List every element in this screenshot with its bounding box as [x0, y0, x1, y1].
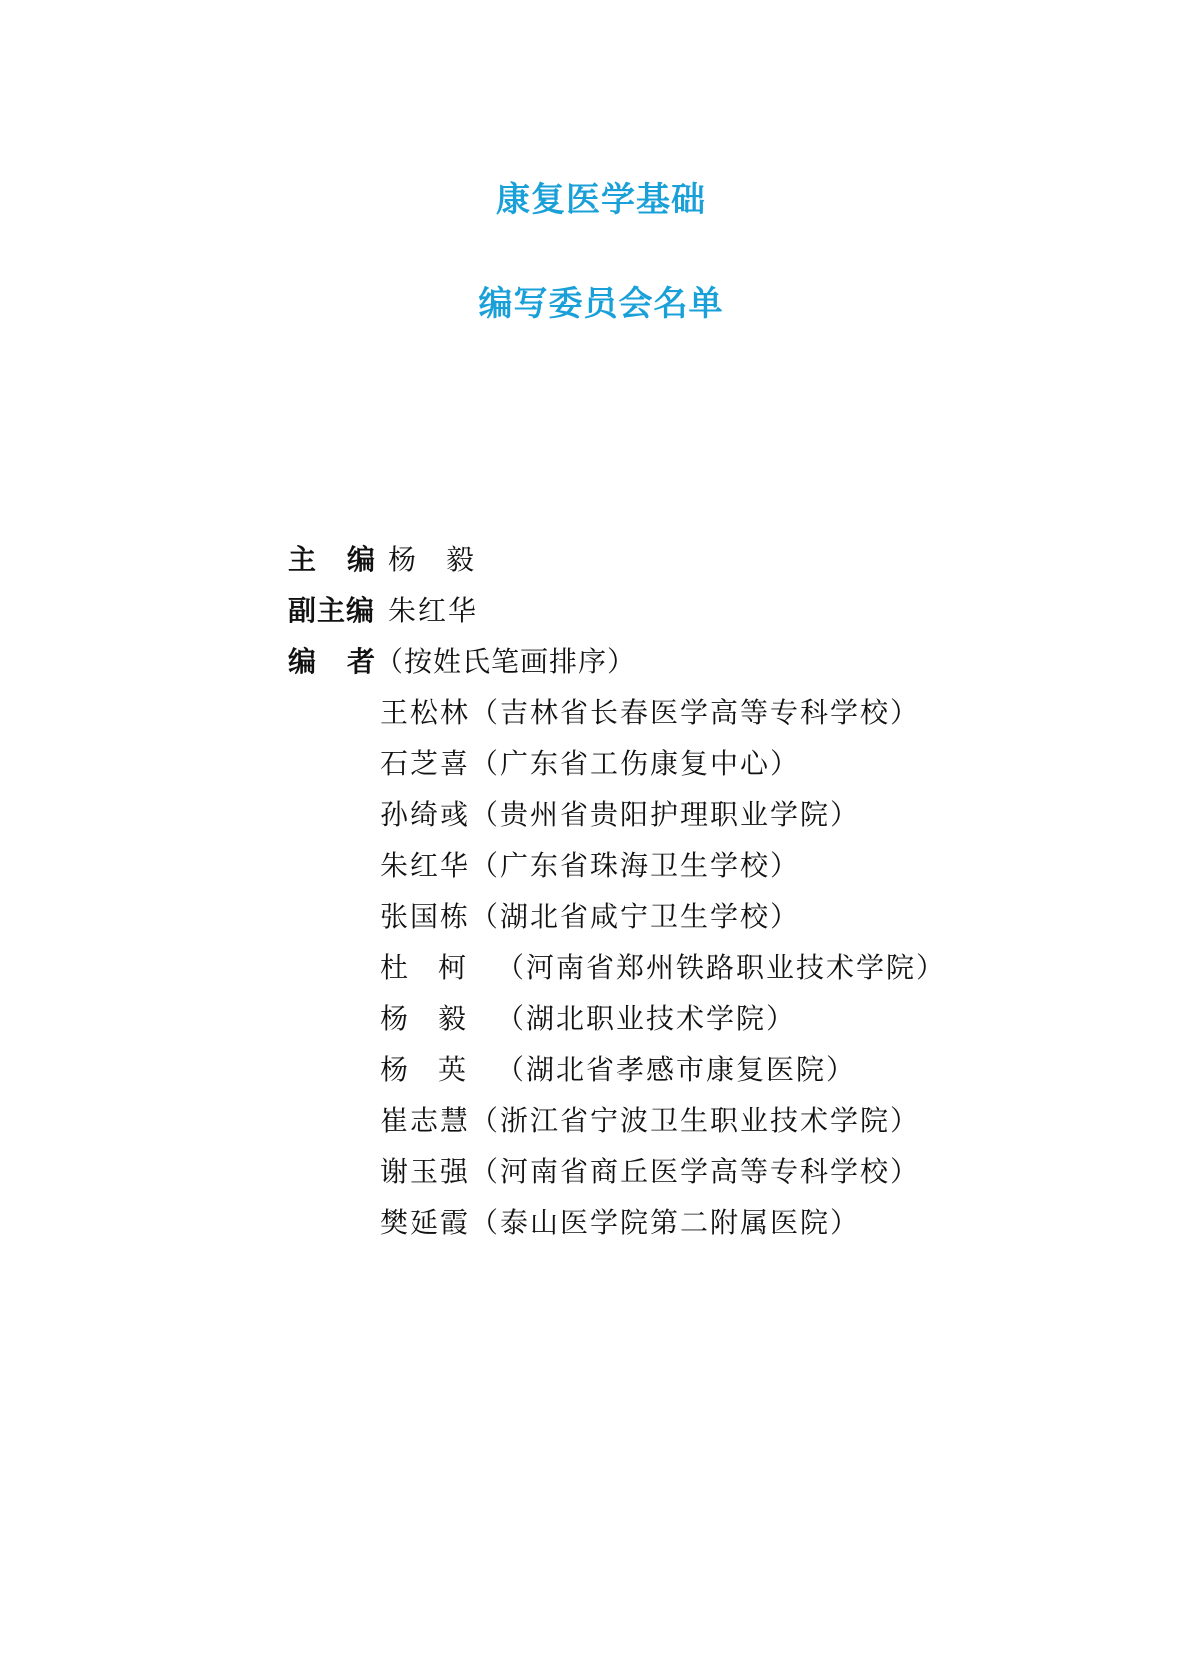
- member-affiliation: （浙江省宁波卫生职业技术学院）: [470, 1104, 921, 1137]
- committee-subtitle: 编写委员会名单: [478, 284, 724, 324]
- member-affiliation: （河南省郑州铁路职业技术学院）: [496, 951, 947, 984]
- member-affiliation: （河南省商丘医学高等专科学校）: [470, 1155, 921, 1188]
- editor-member-row: [288, 744, 988, 795]
- member-name: 樊延霞: [380, 1206, 471, 1239]
- member-name: 石芝喜: [380, 747, 471, 780]
- editors-header-row: [288, 642, 988, 693]
- member-name: 杜柯: [380, 951, 497, 984]
- member-name: 杨英: [380, 1053, 497, 1086]
- member-name: 孙绮彧: [380, 798, 471, 831]
- editor-member-row: [288, 693, 988, 744]
- member-affiliation: （湖北省孝感市康复医院）: [496, 1053, 857, 1086]
- editors-sort-note: （按姓氏笔画排序）: [375, 645, 637, 678]
- member-name: 王松林: [380, 696, 471, 729]
- member-name: 张国栋: [380, 900, 471, 933]
- member-name: 杨毅: [380, 1002, 497, 1035]
- deputy-editor-row: [288, 591, 988, 642]
- member-affiliation: （湖北省咸宁卫生学校）: [470, 900, 801, 933]
- editor-member-row: [288, 1152, 988, 1203]
- member-affiliation: （吉林省长春医学高等专科学校）: [470, 696, 921, 729]
- editor-member-row: [288, 1101, 988, 1152]
- editors-role: 编者: [288, 645, 407, 678]
- editor-member-row: [288, 948, 988, 999]
- deputy-editor-name: 朱红华: [388, 594, 479, 627]
- editor-member-row: [288, 897, 988, 948]
- member-affiliation: （泰山医学院第二附属医院）: [470, 1206, 861, 1239]
- editor-member-row: [288, 795, 988, 846]
- member-affiliation: （广东省工伤康复中心）: [470, 747, 801, 780]
- chief-editor-row: [288, 540, 988, 591]
- member-affiliation: （贵州省贵阳护理职业学院）: [470, 798, 861, 831]
- editor-member-row: [288, 999, 988, 1050]
- member-affiliation: （湖北职业技术学院）: [496, 1002, 797, 1035]
- editorial-roster: [288, 540, 988, 1254]
- member-name: 朱红华: [380, 849, 471, 882]
- member-name: 谢玉强: [380, 1155, 471, 1188]
- book-title: 康复医学基础: [496, 180, 706, 220]
- editor-member-row: [288, 1203, 988, 1254]
- editor-member-row: [288, 1050, 988, 1101]
- deputy-editor-role: 副主编: [288, 594, 376, 627]
- editor-member-row: [288, 846, 988, 897]
- chief-editor-role: 主编: [288, 543, 407, 576]
- member-name: 崔志慧: [380, 1104, 471, 1137]
- chief-editor-name: 杨毅: [388, 543, 505, 576]
- member-affiliation: （广东省珠海卫生学校）: [470, 849, 801, 882]
